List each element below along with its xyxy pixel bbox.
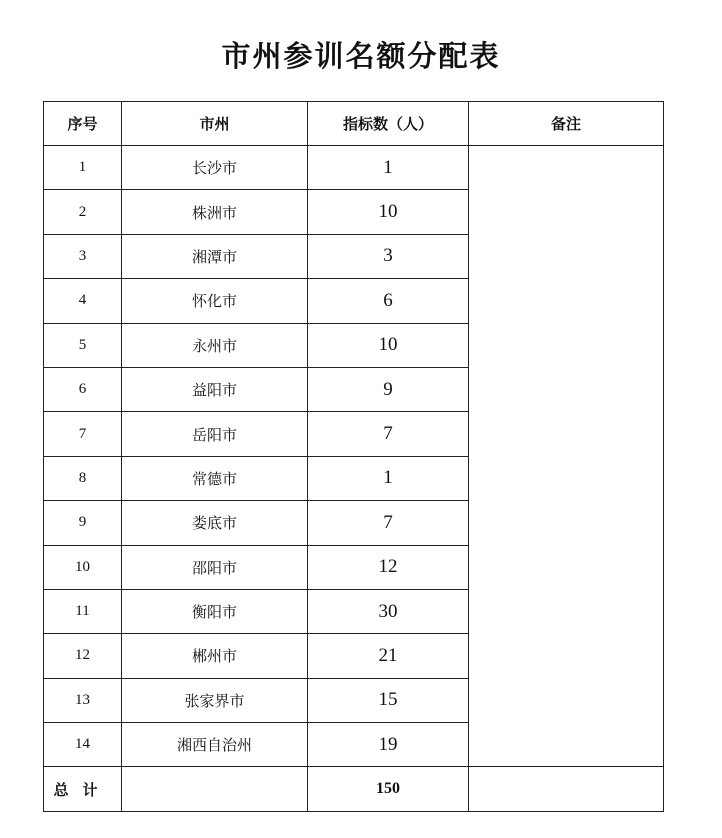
row-city: 常德市 [122, 456, 308, 500]
row-no: 14 [44, 723, 122, 767]
row-no: 8 [44, 456, 122, 500]
row-quota: 10 [308, 323, 469, 367]
row-city: 岳阳市 [122, 412, 308, 456]
row-no: 12 [44, 634, 122, 678]
row-no: 5 [44, 323, 122, 367]
document-title: 市州参训名额分配表 [221, 39, 501, 73]
row-quota: 19 [308, 723, 469, 767]
total-remarks-empty [469, 767, 664, 811]
row-quota: 12 [308, 545, 469, 589]
row-quota: 10 [308, 190, 469, 234]
row-quota: 6 [308, 279, 469, 323]
row-city: 郴州市 [122, 634, 308, 678]
row-no: 2 [44, 190, 122, 234]
row-city: 益阳市 [122, 367, 308, 411]
row-no: 13 [44, 678, 122, 722]
total-label: 总计 [44, 767, 122, 811]
header-no: 序号 [44, 102, 122, 146]
row-no: 3 [44, 234, 122, 278]
row-city: 湘西自治州 [122, 723, 308, 767]
table-header-row [44, 102, 664, 146]
quota-allocation-table [43, 101, 664, 812]
row-city: 邵阳市 [122, 545, 308, 589]
row-city: 怀化市 [122, 279, 308, 323]
total-city-empty [122, 767, 308, 811]
header-quota: 指标数（人） [308, 102, 469, 146]
row-quota: 1 [308, 456, 469, 500]
table-row [44, 146, 664, 190]
row-quota: 7 [308, 412, 469, 456]
row-city: 永州市 [122, 323, 308, 367]
row-no: 11 [44, 589, 122, 633]
row-no: 6 [44, 367, 122, 411]
total-value: 150 [308, 767, 469, 811]
row-city: 湘潭市 [122, 234, 308, 278]
total-row [44, 767, 664, 811]
row-city: 娄底市 [122, 501, 308, 545]
row-quota: 9 [308, 367, 469, 411]
row-no: 4 [44, 279, 122, 323]
row-no: 1 [44, 146, 122, 190]
row-quota: 21 [308, 634, 469, 678]
row-no: 9 [44, 501, 122, 545]
header-city: 市州 [122, 102, 308, 146]
row-city: 长沙市 [122, 146, 308, 190]
row-city: 株洲市 [122, 190, 308, 234]
header-remarks: 备注 [469, 102, 664, 146]
row-quota: 30 [308, 589, 469, 633]
row-quota: 7 [308, 501, 469, 545]
row-quota: 15 [308, 678, 469, 722]
row-quota: 3 [308, 234, 469, 278]
row-city: 衡阳市 [122, 589, 308, 633]
row-no: 7 [44, 412, 122, 456]
row-quota: 1 [308, 146, 469, 190]
row-city: 张家界市 [122, 678, 308, 722]
remarks-cell [469, 146, 664, 767]
row-no: 10 [44, 545, 122, 589]
